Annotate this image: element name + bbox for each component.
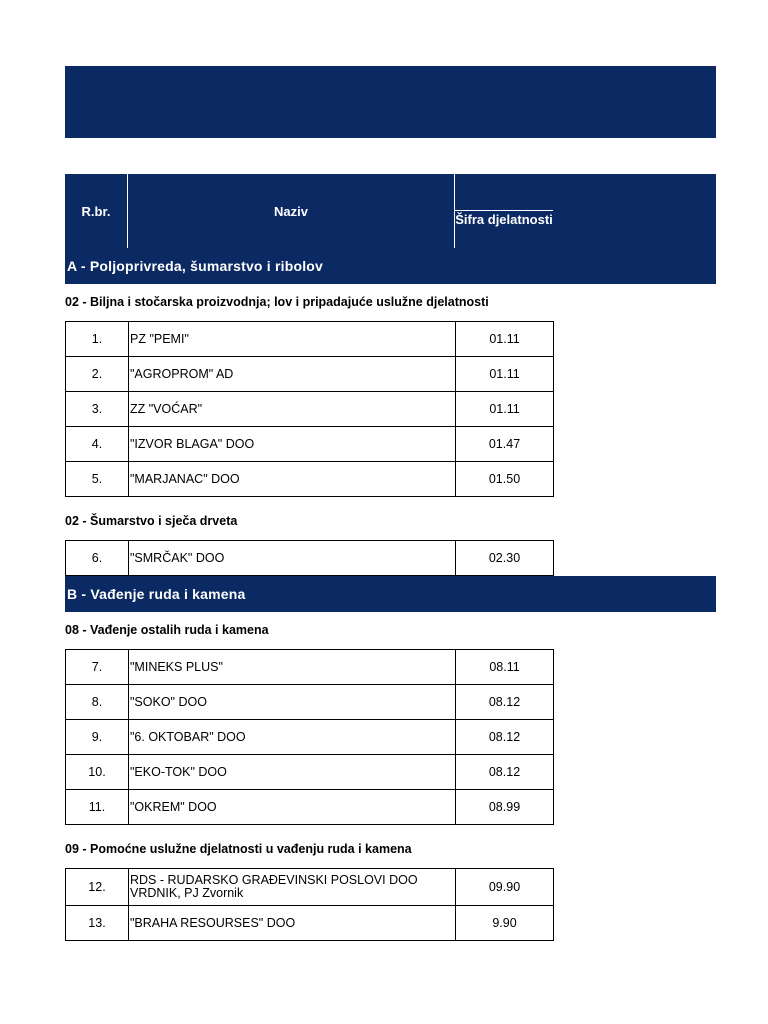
column-header-sifra: Šifra djelatnosti — [455, 212, 553, 227]
table-row — [66, 906, 554, 941]
group-label: 08 - Vađenje ostalih ruda i kamena — [65, 623, 269, 637]
table-row — [66, 541, 554, 576]
row-name: "SMRČAK" DOO — [129, 541, 456, 576]
row-name: PZ "PEMI" — [129, 322, 456, 357]
row-name: "SOKO" DOO — [129, 685, 456, 720]
column-header-naziv: Naziv — [128, 174, 455, 248]
row-name: RDS - RUDARSKO GRAĐEVINSKI POSLOVI DOO VRDNIK, PJ Zvornik — [129, 869, 456, 906]
row-name: "OKREM" DOO — [129, 790, 456, 825]
row-code: 09.90 — [456, 869, 554, 906]
row-code: 08.12 — [456, 755, 554, 790]
column-header-sifra-top — [455, 174, 553, 211]
table-row — [66, 322, 554, 357]
row-code: 08.12 — [456, 720, 554, 755]
row-name: ZZ "VOĆAR" — [129, 392, 456, 427]
row-number: 7. — [66, 650, 129, 685]
row-number: 5. — [66, 462, 129, 497]
row-code: 9.90 — [456, 906, 554, 941]
group-label: 02 - Šumarstvo i sječa drveta — [65, 514, 238, 528]
row-number: 10. — [66, 755, 129, 790]
row-name: "BRAHA RESOURSES" DOO — [129, 906, 456, 941]
row-name: "EKO-TOK" DOO — [129, 755, 456, 790]
row-code: 01.11 — [456, 322, 554, 357]
row-code: 08.99 — [456, 790, 554, 825]
group-label: 09 - Pomoćne uslužne djelatnosti u vađenju ruda i kamena — [65, 842, 412, 856]
row-code: 01.47 — [456, 427, 554, 462]
row-number: 4. — [66, 427, 129, 462]
table-row — [66, 357, 554, 392]
row-code: 01.11 — [456, 392, 554, 427]
table-row — [66, 720, 554, 755]
table-row — [66, 427, 554, 462]
row-number: 2. — [66, 357, 129, 392]
row-number: 12. — [66, 869, 129, 906]
table-row — [66, 392, 554, 427]
row-number: 13. — [66, 906, 129, 941]
group-table — [65, 649, 554, 825]
row-number: 6. — [66, 541, 129, 576]
table-row — [66, 790, 554, 825]
column-header-rbr: R.br. — [65, 174, 128, 248]
row-code: 01.50 — [456, 462, 554, 497]
row-number: 1. — [66, 322, 129, 357]
title-banner — [65, 66, 716, 138]
group-table — [65, 868, 554, 941]
row-number: 11. — [66, 790, 129, 825]
section-a-title: A - Poljoprivreda, šumarstvo i ribolov — [65, 248, 716, 284]
row-number: 3. — [66, 392, 129, 427]
row-name: "AGROPROM" AD — [129, 357, 456, 392]
row-code: 08.12 — [456, 685, 554, 720]
table-row — [66, 869, 554, 906]
table-row — [66, 755, 554, 790]
row-name: "MINEKS PLUS" — [129, 650, 456, 685]
table-row — [66, 650, 554, 685]
group-table — [65, 321, 554, 497]
row-code: 01.11 — [456, 357, 554, 392]
row-number: 9. — [66, 720, 129, 755]
row-number: 8. — [66, 685, 129, 720]
group-table — [65, 540, 554, 576]
row-name: "IZVOR BLAGA" DOO — [129, 427, 456, 462]
row-code: 02.30 — [456, 541, 554, 576]
row-code: 08.11 — [456, 650, 554, 685]
table-row — [66, 685, 554, 720]
row-name: "MARJANAC" DOO — [129, 462, 456, 497]
table-row — [66, 462, 554, 497]
row-name: "6. OKTOBAR" DOO — [129, 720, 456, 755]
group-label: 02 - Biljna i stočarska proizvodnja; lov i pripadajuće uslužne djelatnosti — [65, 295, 489, 309]
section-b-title: B - Vađenje ruda i kamena — [65, 576, 716, 612]
